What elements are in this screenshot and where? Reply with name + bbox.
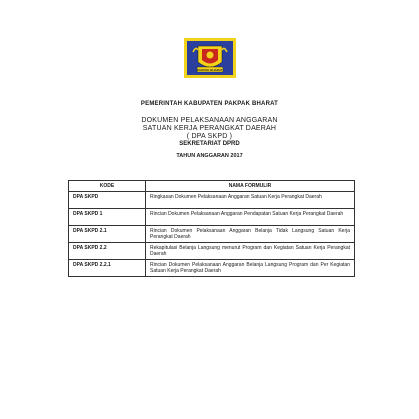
government-name: PEMERINTAH KABUPATEN PAKPAK BHARAT: [140, 101, 279, 107]
form-name: Ringkasan Dokumen Pelaksanaan Anggaran Satuan Kerja Perangkat Daerah: [146, 192, 355, 209]
table-row: [69, 226, 355, 243]
form-name: Rincian Dokumen Pelaksanaan Anggaran Belanja Langsung Program dan Per Kegiatan Satuan Kerja Perangkat Daerah: [146, 260, 355, 277]
form-code: DPA SKPD 1: [69, 209, 146, 226]
form-code: DPA SKPD 2.2.1: [69, 260, 146, 277]
document-title-line-1: DOKUMEN PELAKSANAAN ANGGARAN: [141, 117, 278, 124]
table-row: [69, 192, 355, 209]
table-header-row: [69, 181, 355, 192]
form-list-table: [68, 180, 355, 277]
document-title-line-2: SATUAN KERJA PERANGKAT DAERAH: [142, 125, 277, 132]
form-code: DPA SKPD 2.2: [69, 243, 146, 260]
form-name: Rekapitulasi Belanja Langsung menurut Program dan Kegiatan Satuan Kerja Perangkat Daerah: [146, 243, 355, 260]
fiscal-year: TAHUN ANGGARAN 2017: [176, 153, 243, 159]
form-name: Rincian Dokumen Pelaksanaan Anggaran Belanja Tidak Langsung Satuan Kerja Perangkat Daerah: [146, 226, 355, 243]
unit-name: SEKRETARIAT DPRD: [179, 141, 240, 147]
document-title-line-3: ( DPA SKPD ): [186, 133, 233, 140]
form-code: DPA SKPD: [69, 192, 146, 209]
table-row: [69, 209, 355, 226]
column-header-form-name: NAMA FORMULIR: [146, 181, 355, 192]
regency-emblem-logo: [184, 38, 236, 78]
document-title: [0, 117, 419, 141]
column-header-code: KODE: [69, 181, 146, 192]
form-code: DPA SKPD 2.1: [69, 226, 146, 243]
table-row: [69, 243, 355, 260]
table-row: [69, 260, 355, 277]
logo-text: PAKPAK BHARAT: [197, 68, 223, 72]
form-name: Rincian Dokumen Pelaksanaan Anggaran Pendapatan Satuan Kerja Perangkat Daerah: [146, 209, 355, 226]
